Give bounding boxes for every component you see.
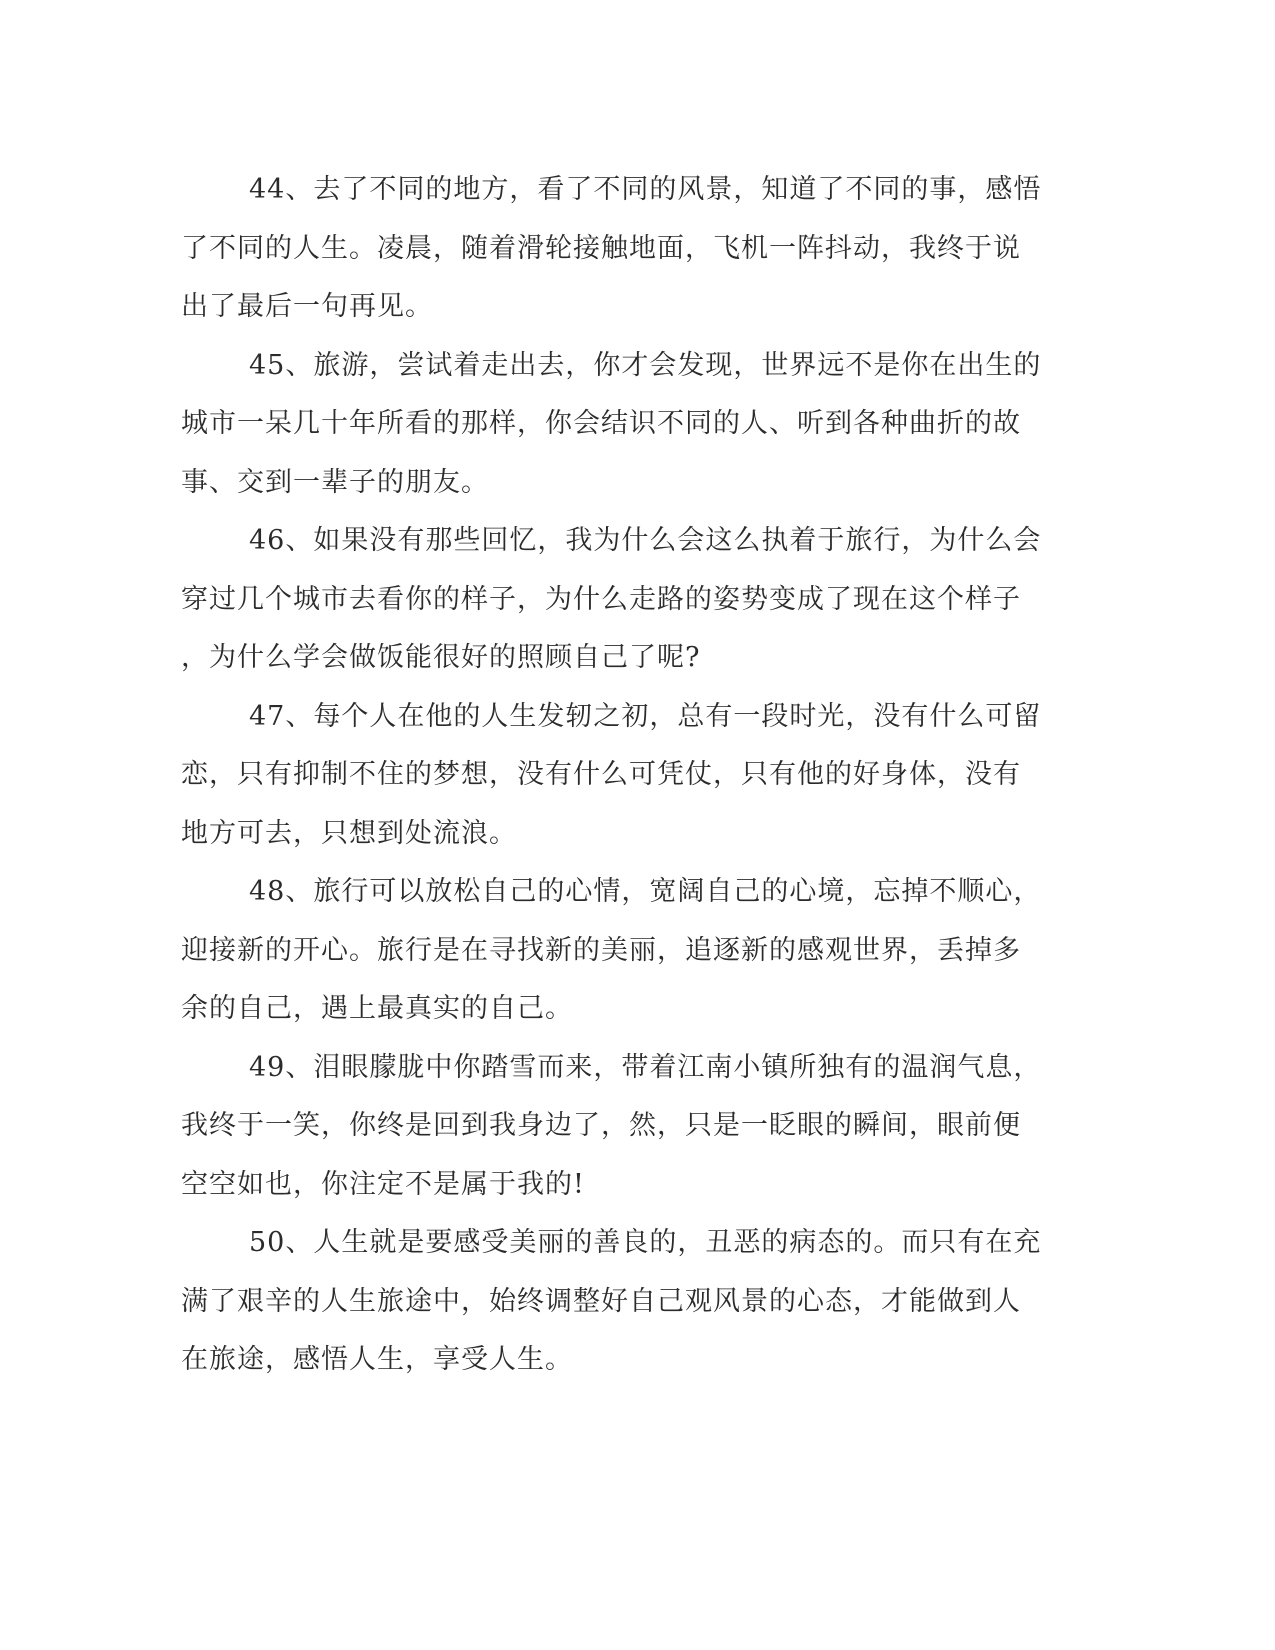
paragraph-line: 45、旅游，尝试着走出去，你才会发现，世界远不是你在出生的	[249, 349, 1042, 381]
paragraph-46	[181, 512, 1042, 688]
paragraph-line: 48、旅行可以放松自己的心情，宽阔自己的心境，忘掉不顺心，	[249, 876, 1042, 907]
paragraph-line: 44、去了不同的地方，看了不同的风景，知道了不同的事，感悟	[249, 174, 1042, 205]
paragraph-line: 穿过几个城市去看你的样子，为什么走路的姿势变成了现在这个样子	[181, 583, 1021, 615]
paragraph-49	[181, 1039, 1042, 1215]
paragraph-line: 迎接新的开心。旅行是在寻找新的美丽，追逐新的感观世界，丢掉多	[181, 934, 1021, 966]
paragraph-line: 在旅途，感悟人生，享受人生。	[181, 1344, 573, 1375]
paragraph-line: 恋，只有抑制不住的梦想，没有什么可凭仗，只有他的好身体，没有	[181, 759, 1021, 790]
paragraph-line: ，为什么学会做饭能很好的照顾自己了呢?	[181, 642, 701, 673]
paragraph-48	[181, 863, 1042, 1039]
paragraph-line: 50、人生就是要感受美丽的善良的，丑恶的病态的。而只有在充	[249, 1227, 1042, 1258]
paragraph-line: 47、每个人在他的人生发轫之初，总有一段时光，没有什么可留	[249, 700, 1042, 732]
paragraph-line: 出了最后一句再见。	[181, 291, 433, 322]
paragraph-44	[181, 161, 1042, 337]
paragraph-line: 46、如果没有那些回忆，我为什么会这么执着于旅行，为什么会	[249, 525, 1042, 556]
paragraph-line: 余的自己，遇上最真实的自己。	[181, 993, 573, 1024]
paragraph-45	[181, 337, 1042, 513]
paragraph-line: 城市一呆几十年所看的那样，你会结识不同的人、听到各种曲折的故	[181, 408, 1021, 439]
paragraph-47	[181, 688, 1042, 864]
document-body	[181, 161, 1042, 1390]
paragraph-line: 49、泪眼朦胧中你踏雪而来，带着江南小镇所独有的温润气息，	[249, 1051, 1042, 1083]
paragraph-line: 事、交到一辈子的朋友。	[181, 466, 489, 498]
paragraph-line: 满了艰辛的人生旅途中，始终调整好自己观风景的心态，才能做到人	[181, 1285, 1021, 1317]
paragraph-line: 了不同的人生。凌晨，随着滑轮接触地面，飞机一阵抖动，我终于说	[181, 232, 1021, 264]
paragraph-line: 空空如也，你注定不是属于我的!	[181, 1168, 585, 1200]
paragraph-line: 地方可去，只想到处流浪。	[181, 817, 517, 849]
paragraph-line: 我终于一笑，你终是回到我身边了，然，只是一眨眼的瞬间，眼前便	[181, 1110, 1021, 1141]
paragraph-50	[181, 1214, 1042, 1390]
